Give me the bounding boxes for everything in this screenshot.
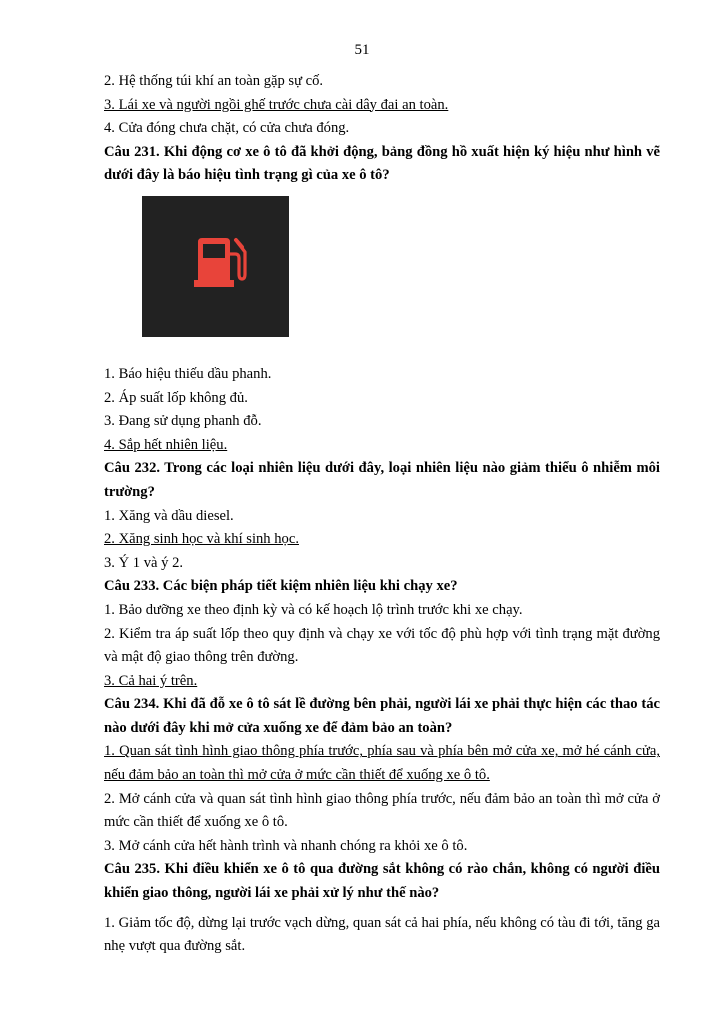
answer-line: 3. Ý 1 và ý 2.	[104, 554, 184, 571]
answer-line: 2. Hệ thống túi khí an toàn gặp sự cố.	[104, 73, 324, 89]
fuel-warning-image	[142, 196, 289, 337]
answer-line: 1. Bảo dưỡng xe theo định kỳ và có kế hoạch lộ trình trước khi xe chạy.	[104, 601, 523, 618]
document-body	[104, 70, 660, 959]
question-234: Câu 234. Khi đã đỗ xe ô tô sát lề đường bên phải, người lái xe phải thực hiện các thao tác nào dưới đây khi mở cửa xuống xe để đảm bảo an toàn?	[104, 696, 660, 736]
answer-line: 2. Kiểm tra áp suất lốp theo quy định và chạy xe với tốc độ phù hợp với tình trạng mặt đường và mật độ giao thông trên đường.	[104, 625, 660, 666]
answer-line: 2. Mở cánh cửa và quan sát tình hình giao thông phía trước, nếu đảm bảo an toàn thì mở cửa ở mức cần thiết để xuống xe ô tô.	[104, 790, 660, 831]
answer-line: 3. Mở cánh cửa hết hành trình và nhanh chóng ra khỏi xe ô tô.	[104, 837, 468, 854]
question-233: Câu 233. Các biện pháp tiết kiệm nhiên liệu khi chạy xe?	[104, 578, 458, 595]
correct-answer-line: 1. Quan sát tình hình giao thông phía trước, phía sau và phía bên mở cửa xe, mở hé cánh cửa, nếu đảm bảo an toàn thì mở cửa ở mức cần thiết để xuống xe ô tô.	[104, 743, 660, 784]
question-232: Câu 232. Trong các loại nhiên liệu dưới đây, loại nhiên liệu nào giảm thiểu ô nhiễm môi trường?	[104, 460, 660, 500]
answer-line: 4. Cửa đóng chưa chặt, có cửa chưa đóng.	[104, 120, 350, 137]
correct-answer-line: 3. Lái xe và người ngồi ghế trước chưa cài dây đai an toàn.	[104, 96, 449, 113]
correct-answer-line: 4. Sắp hết nhiên liệu.	[104, 436, 228, 453]
answer-line: 3. Đang sử dụng phanh đỗ.	[104, 413, 262, 430]
answer-line: 2. Áp suất lốp không đủ.	[104, 389, 248, 406]
answer-line: 1. Báo hiệu thiếu dầu phanh.	[104, 365, 272, 382]
question-231: Câu 231. Khi động cơ xe ô tô đã khởi động, bảng đồng hồ xuất hiện ký hiệu như hình vẽ dưới đây là báo hiệu tình trạng gì của xe ô tô?	[104, 143, 660, 184]
question-235: Câu 235. Khi điều khiển xe ô tô qua đường sắt không có rào chắn, không có người điều khiển giao thông, người lái xe phải xử lý như thế nào?	[104, 861, 660, 902]
correct-answer-line: 2. Xăng sinh học và khí sinh học.	[104, 531, 299, 548]
answer-line: 1. Xăng và dầu diesel.	[104, 507, 234, 524]
page-number: 51	[354, 42, 370, 58]
fuel-pump-warning-icon	[142, 196, 289, 337]
answer-line: 1. Giảm tốc độ, dừng lại trước vạch dừng, quan sát cả hai phía, nếu không có tàu đi tới, tăng ga nhẹ vượt qua đường sắt.	[104, 914, 660, 955]
correct-answer-line: 3. Cả hai ý trên.	[104, 672, 198, 689]
